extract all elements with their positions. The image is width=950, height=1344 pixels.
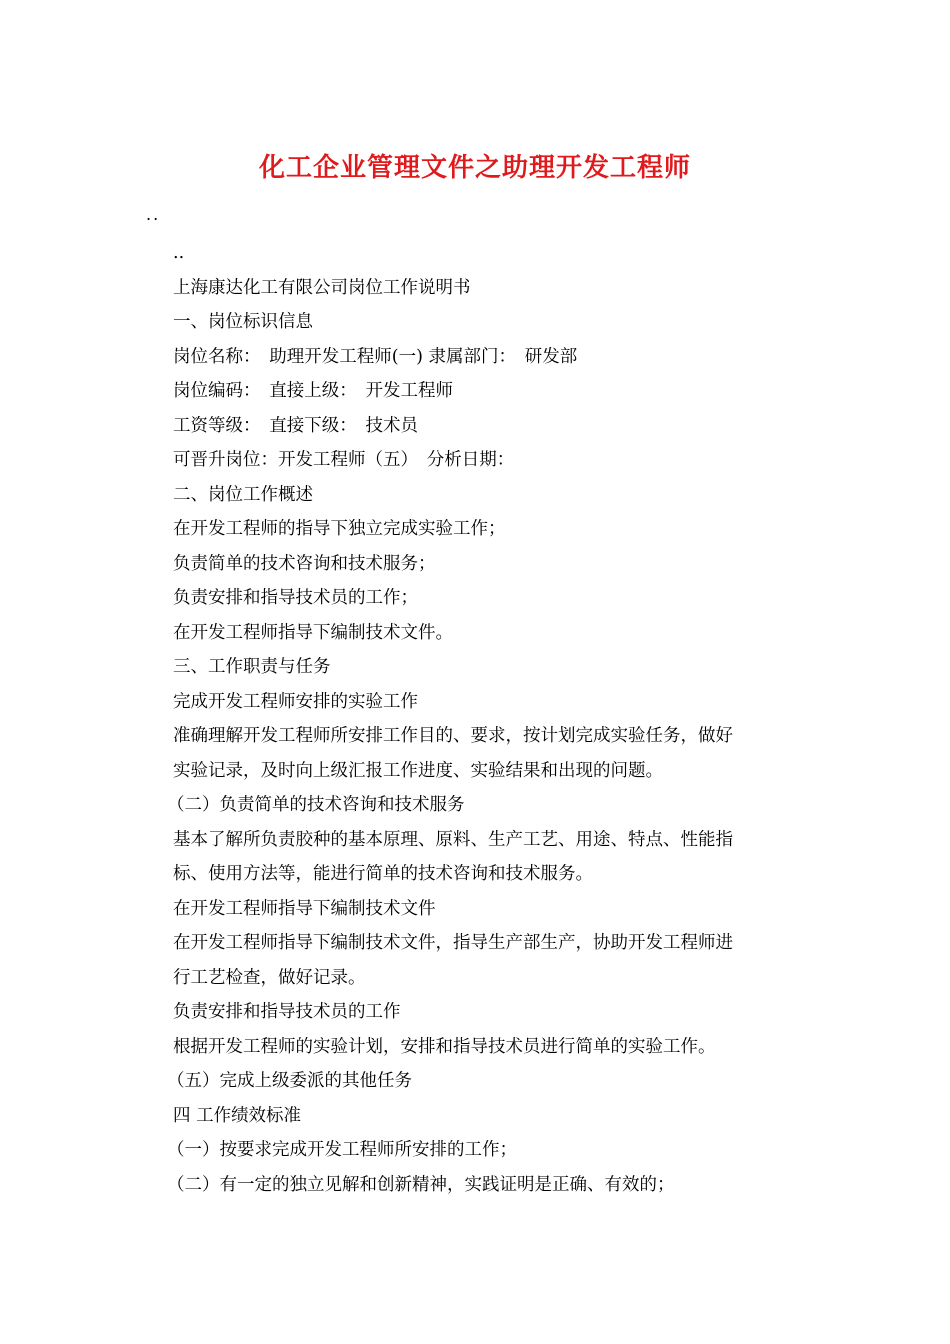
duty-text: 在开发工程师指导下编制技术文件，指导生产部生产，协助开发工程师进	[173, 933, 733, 953]
field-position-code: 岗位编码： 直接上级： 开发工程师	[173, 381, 453, 401]
standard-item: （二）有一定的独立见解和创新精神，实践证明是正确、有效的；	[167, 1174, 675, 1195]
field-promotion: 可晋升岗位：开发工程师（五） 分析日期：	[173, 450, 515, 470]
section-heading-2: 二、岗位工作概述	[173, 484, 313, 505]
duty-text: 行工艺检查，做好记录。	[173, 967, 366, 988]
duty-text: 准确理解开发工程师所安排工作目的、要求，按计划完成实验任务，做好	[173, 726, 733, 746]
overview-item: 负责安排和指导技术员的工作；	[173, 588, 418, 608]
duty-text: 根据开发工程师的实验计划，安排和指导技术员进行简单的实验工作。	[173, 1036, 716, 1057]
duty-heading: 负责安排和指导技术员的工作	[173, 1002, 401, 1022]
body-dots: ..	[173, 243, 185, 263]
overview-item: 在开发工程师指导下编制技术文件。	[173, 622, 453, 643]
header-dots: ..	[146, 205, 161, 224]
duty-heading: （五）完成上级委派的其他任务	[167, 1071, 412, 1091]
document-title: 化工企业管理文件之助理开发工程师	[258, 153, 691, 183]
section-heading-4: 四 工作绩效标准	[173, 1105, 302, 1126]
duty-text: 基本了解所负责胶种的基本原理、原料、生产工艺、用途、特点、性能指	[173, 829, 733, 850]
field-salary-grade: 工资等级： 直接下级： 技术员	[173, 415, 418, 436]
document-body	[167, 236, 793, 1202]
duty-heading: 在开发工程师指导下编制技术文件	[173, 898, 436, 919]
duty-text: 实验记录，及时向上级汇报工作进度、实验结果和出现的问题。	[173, 760, 663, 781]
company-heading: 上海康达化工有限公司岗位工作说明书	[173, 277, 471, 298]
standard-item: （一）按要求完成开发工程师所安排的工作；	[167, 1140, 517, 1160]
section-heading-1: 一、岗位标识信息	[173, 312, 313, 332]
duty-text: 标、使用方法等，能进行简单的技术咨询和技术服务。	[173, 864, 593, 884]
section-heading-3: 三、工作职责与任务	[173, 657, 331, 677]
overview-item: 负责简单的技术咨询和技术服务；	[173, 553, 436, 574]
field-position-name: 岗位名称： 助理开发工程师(一) 隶属部门： 研发部	[173, 346, 578, 367]
duty-heading: 完成开发工程师安排的实验工作	[173, 691, 418, 712]
overview-item: 在开发工程师的指导下独立完成实验工作；	[173, 519, 506, 539]
duty-heading: （二）负责简单的技术咨询和技术服务	[167, 795, 465, 815]
